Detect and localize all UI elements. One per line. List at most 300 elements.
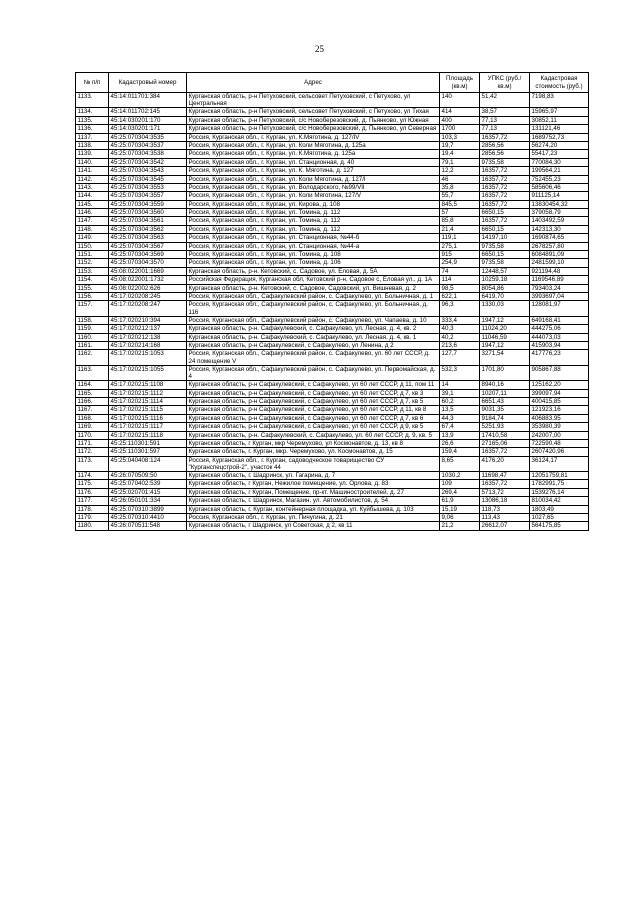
cadastral-cost-cell: 12051759,81 — [530, 472, 589, 480]
table-row — [76, 150, 589, 158]
cadastral-cost-cell: 55417,23 — [530, 150, 589, 158]
address-cell: Курганская область, р-н Сафакулевский, с Сафакулево, ул 60 лет СССР, д 11, пом 11 — [187, 381, 440, 389]
area-cell: 40,2 — [440, 333, 480, 341]
area-cell: 55,7 — [440, 192, 480, 200]
address-cell: Россия, Курганская обл., г. Курган, ул. Томина, д. 112 — [187, 217, 440, 225]
area-cell: 333,4 — [440, 316, 480, 324]
upks-cell: 5713,72 — [480, 488, 530, 496]
upks-cell: 6650,15 — [480, 251, 530, 259]
address-cell: Россия, Курганская обл., г. Курган, ул. Кирова, д. 108 — [187, 200, 440, 208]
upks-cell: 9184,74 — [480, 414, 530, 422]
table-row — [76, 325, 589, 333]
address-cell: Россия, Курганская обл., г. Курган, ул. К. Мяготина, д. 127 — [187, 167, 440, 175]
row-number-cell: 1153. — [76, 267, 109, 275]
cadastral-number-cell: 45:17:020208:245 — [109, 293, 187, 301]
row-number-cell: 1133. — [76, 93, 109, 108]
area-cell: 159,4 — [440, 448, 480, 456]
address-cell: Россия, Курганская обл., г. Курган, ул. Томина, д. 112 — [187, 225, 440, 233]
upks-cell: 5251,93 — [480, 423, 530, 431]
table-row — [76, 381, 589, 389]
area-cell: 13,9 — [440, 431, 480, 439]
cadastral-cost-cell: 444073,03 — [530, 333, 589, 341]
address-cell: Курганская область, р-н Сафакулевский, с Сафакулево, ул 60 лет СССР, д 7, кв 6 — [187, 414, 440, 422]
upks-cell: 10259,18 — [480, 276, 530, 284]
address-cell: Россия, Курганская обл., Сафакулевский район, с. Сафакулево, ул. 60 лет СССР, д. 24 помещение V — [187, 350, 440, 365]
row-number-cell: 1136. — [76, 125, 109, 133]
address-cell: Россия, Курганская обл., г. Курган, ул. Томина, д. 108 — [187, 251, 440, 259]
cadastral-number-cell: 45:25:070304:3559 — [109, 200, 187, 208]
row-number-cell: 1168. — [76, 414, 109, 422]
area-cell: 15,19 — [440, 505, 480, 513]
upks-cell: 11698,47 — [480, 472, 530, 480]
address-cell: Курганская область, р-н. Кетовский, с. Садовое, Садовский, ул. Вишневая, д. 2 — [187, 284, 440, 292]
upks-cell: 9735,58 — [480, 259, 530, 267]
row-number-cell: 1149. — [76, 234, 109, 242]
cadastral-cost-cell: 353980,39 — [530, 423, 589, 431]
cadastral-number-cell: 45:14:011701:384 — [109, 93, 187, 108]
address-cell: Курганская область, г Курган, Помещение, пр-кт. Машиностроителей, д. 27 — [187, 488, 440, 496]
upks-cell: 9031,35 — [480, 406, 530, 414]
upks-cell: 27165,06 — [480, 439, 530, 447]
table-row — [76, 234, 589, 242]
table-row — [76, 167, 589, 175]
upks-cell: 6419,70 — [480, 293, 530, 301]
area-cell: 213,6 — [440, 341, 480, 349]
table-row — [76, 423, 589, 431]
row-number-cell: 1139. — [76, 150, 109, 158]
table-row — [76, 456, 589, 471]
table-row — [76, 406, 589, 414]
cadastral-cost-cell: 142313,30 — [530, 225, 589, 233]
cadastral-number-cell: 45:25:070304:3542 — [109, 158, 187, 166]
cadastral-number-cell: 45:25:070304:3570 — [109, 259, 187, 267]
row-number-cell: 1154. — [76, 276, 109, 284]
cadastral-number-cell: 45:17:020212:137 — [109, 325, 187, 333]
cadastral-cost-cell: 1803,49 — [530, 505, 589, 513]
upks-cell: 118,73 — [480, 505, 530, 513]
row-number-cell: 1174. — [76, 472, 109, 480]
row-number-cell: 1176. — [76, 488, 109, 496]
cadastral-number-cell: 45:25:070310:3899 — [109, 505, 187, 513]
header-upks: УПКС (руб./кв.м) — [480, 73, 530, 93]
header-area: Площадь (кв.м) — [440, 73, 480, 93]
table-row — [76, 488, 589, 496]
row-number-cell: 1156. — [76, 293, 109, 301]
address-cell: Курганская область, р-н Петуховский, с/с Новоберезовский, д. Пьянково, ул Северная — [187, 125, 440, 133]
address-cell: Россия, Курганская обл., Сафакулевский район, с. Сафакулево, ул. Больничная, д. 116 — [187, 301, 440, 316]
cadastral-number-cell: 45:08:022002:626 — [109, 284, 187, 292]
address-cell: Россия, Курганская обл., г. Курган, ул. Коли Мяготина, д. 127/I — [187, 175, 440, 183]
area-cell: 254,9 — [440, 259, 480, 267]
upks-cell: 9735,58 — [480, 242, 530, 250]
address-cell: Курганская область, р-н Петуховский, сельсовет Петуховский, с Петухово, ул Тихая — [187, 108, 440, 116]
cadastral-cost-cell: 1782991,75 — [530, 480, 589, 488]
cadastral-cost-cell: 911125,14 — [530, 192, 589, 200]
upks-cell: 6651,43 — [480, 397, 530, 405]
address-cell: Курганская область, р-н. Кетовский, с. Садовое, ул. Еловая, д. 5А — [187, 267, 440, 275]
cadastral-value-table — [75, 72, 589, 531]
cadastral-cost-cell: 15965,97 — [530, 108, 589, 116]
upks-cell: 16357,72 — [480, 480, 530, 488]
table-row — [76, 276, 589, 284]
area-cell: 269,4 — [440, 488, 480, 496]
row-number-cell: 1172. — [76, 448, 109, 456]
address-cell: Курганская область, р-н Сафакулевский, с Сафакулево, ул 60 лет СССР, д 7, кв 3 — [187, 389, 440, 397]
cadastral-number-cell: 45:25:070304:3543 — [109, 167, 187, 175]
cadastral-cost-cell: 125162,20 — [530, 381, 589, 389]
area-cell: 8,65 — [440, 456, 480, 471]
upks-cell: 77,13 — [480, 125, 530, 133]
table-row — [76, 251, 589, 259]
area-cell: 21,4 — [440, 225, 480, 233]
table-row — [76, 192, 589, 200]
table-row — [76, 389, 589, 397]
upks-cell: 2856,56 — [480, 141, 530, 149]
area-cell: 19,7 — [440, 141, 480, 149]
area-cell: 79,1 — [440, 158, 480, 166]
area-cell: 61,9 — [440, 497, 480, 505]
table-row — [76, 242, 589, 250]
row-number-cell: 1138. — [76, 141, 109, 149]
cadastral-cost-cell: 722590,48 — [530, 439, 589, 447]
address-cell: Россия, Курганская обл., г. Курган, ул. Томина, д. 106 — [187, 259, 440, 267]
area-cell: 532,3 — [440, 365, 480, 380]
area-cell: 12,2 — [440, 167, 480, 175]
cadastral-number-cell: 45:25:070304:3553 — [109, 183, 187, 191]
address-cell: Курганская область, р-н. Сафакулевский, с. Сафакулево, ул. 60 лет СССР, д. 9, кв. 5 — [187, 431, 440, 439]
area-cell: 275,1 — [440, 242, 480, 250]
upks-cell: 16357,72 — [480, 200, 530, 208]
row-number-cell: 1175. — [76, 480, 109, 488]
cadastral-cost-cell: 415903,94 — [530, 341, 589, 349]
upks-cell: 8940,16 — [480, 381, 530, 389]
header-number: № п/п — [76, 73, 109, 93]
address-cell: Россия, Курганская обл., Сафакулевский район, с. Сафакулево, ул. Первомайская, д. 4 — [187, 365, 440, 380]
cadastral-number-cell: 45:25:070304:3560 — [109, 209, 187, 217]
row-number-cell: 1141. — [76, 167, 109, 175]
cadastral-number-cell: 45:25:070304:3569 — [109, 251, 187, 259]
cadastral-cost-cell: 131121,46 — [530, 125, 589, 133]
table-row — [76, 397, 589, 405]
header-cadastral-number: Кадастровый номер — [109, 73, 187, 93]
cadastral-cost-cell: 417776,23 — [530, 350, 589, 365]
table-row — [76, 365, 589, 380]
row-number-cell: 1161. — [76, 341, 109, 349]
cadastral-cost-cell: 6084891,09 — [530, 251, 589, 259]
cadastral-number-cell: 45:17:020214:168 — [109, 341, 187, 349]
upks-cell: 11024,20 — [480, 325, 530, 333]
row-number-cell: 1148. — [76, 225, 109, 233]
area-cell: 85,8 — [440, 217, 480, 225]
table-row — [76, 497, 589, 505]
table-row — [76, 414, 589, 422]
upks-cell: 77,13 — [480, 116, 530, 124]
upks-cell: 6650,15 — [480, 225, 530, 233]
row-number-cell: 1180. — [76, 522, 109, 530]
cadastral-cost-cell: 564175,85 — [530, 522, 589, 530]
address-cell: Россия, Курганская обл., г. Курган, ул. Томина, д. 112 — [187, 209, 440, 217]
cadastral-cost-cell: 585606,46 — [530, 183, 589, 191]
page-number: 25 — [315, 44, 324, 54]
area-cell: 400 — [440, 116, 480, 124]
cadastral-cost-cell: 2678257,80 — [530, 242, 589, 250]
row-number-cell: 1173. — [76, 456, 109, 471]
area-cell: 915 — [440, 251, 480, 259]
address-cell: Курганская область, г Шадринск, ул Советская, д 2, кв 11 — [187, 522, 440, 530]
table-row — [76, 158, 589, 166]
address-cell: Курганская область, г. Шадринск, Магазин, ул. Автомобилистов, д. 54 — [187, 497, 440, 505]
row-number-cell: 1167. — [76, 406, 109, 414]
row-number-cell: 1170. — [76, 431, 109, 439]
address-cell: Российская Федерация, Курганская обл, Кетовский р-н, Садовое с, Еловая ул., д. 1А — [187, 276, 440, 284]
table-row — [76, 316, 589, 324]
row-number-cell: 1162. — [76, 350, 109, 365]
cadastral-number-cell: 45:25:070304:3537 — [109, 141, 187, 149]
row-number-cell: 1157. — [76, 301, 109, 316]
cadastral-number-cell: 45:25:040408:124 — [109, 456, 187, 471]
cadastral-number-cell: 45:25:070402:539 — [109, 480, 187, 488]
address-cell: Россия, Курганская обл., г. Курган, ул. К.Мяготина, д. 127/IV — [187, 133, 440, 141]
upks-cell: 1701,80 — [480, 365, 530, 380]
area-cell: 39,1 — [440, 389, 480, 397]
upks-cell: 17410,58 — [480, 431, 530, 439]
table-row — [76, 259, 589, 267]
cadastral-number-cell: 45:25:070304:3535 — [109, 133, 187, 141]
cadastral-number-cell: 45:17:020215:1114 — [109, 397, 187, 405]
cadastral-cost-cell: 199564,21 — [530, 167, 589, 175]
upks-cell: 3271,54 — [480, 350, 530, 365]
cadastral-number-cell: 45:25:070304:3557 — [109, 192, 187, 200]
address-cell: Курганская область, р-н. Сафакулевский, с. Сафакулево, ул. Лесная, д. 4, кв. 2 — [187, 325, 440, 333]
cadastral-cost-cell: 1690874,65 — [530, 234, 589, 242]
table-row — [76, 350, 589, 365]
table-row — [76, 133, 589, 141]
address-cell: Курганская область, г. Шадринск, ул. Гагарина, д. 7 — [187, 472, 440, 480]
cadastral-cost-cell: 752455,23 — [530, 175, 589, 183]
row-number-cell: 1177. — [76, 497, 109, 505]
cadastral-number-cell: 45:26:070509:50 — [109, 472, 187, 480]
area-cell: 622,1 — [440, 293, 480, 301]
address-cell: Курганская область, г. Курган, контейнерная площадка, ул. Куйбышева, д. 103 — [187, 505, 440, 513]
table-row — [76, 93, 589, 108]
table-row — [76, 225, 589, 233]
area-cell: 35,8 — [440, 183, 480, 191]
table-row — [76, 217, 589, 225]
upks-cell: 1947,12 — [480, 341, 530, 349]
address-cell: Курганская область, г Курган, Нежилое помещение, ул. Орлова, д. 83 — [187, 480, 440, 488]
cadastral-cost-cell: 2481599,10 — [530, 259, 589, 267]
area-cell: 140 — [440, 93, 480, 108]
table-row — [76, 125, 589, 133]
cadastral-cost-cell: 13830454,32 — [530, 200, 589, 208]
upks-cell: 16357,72 — [480, 217, 530, 225]
cadastral-number-cell: 45:25:020701:415 — [109, 488, 187, 496]
cadastral-cost-cell: 242007,00 — [530, 431, 589, 439]
address-cell: Россия, Курганская обл., г. Курган, ул. К.Мяготина, д. 125а — [187, 150, 440, 158]
cadastral-cost-cell: 2607420,96 — [530, 448, 589, 456]
area-cell: 1700 — [440, 125, 480, 133]
address-cell: Курганская область, р-н Петуховский, с/с Новоберезовский, д. Пьянково, ул Южная — [187, 116, 440, 124]
area-cell: 414 — [440, 108, 480, 116]
address-cell: Россия, Курганская обл., г. Курган, ул. Станционная, д. 40 — [187, 158, 440, 166]
cadastral-number-cell: 45:26:070511:548 — [109, 522, 187, 530]
cadastral-cost-cell: 810034,42 — [530, 497, 589, 505]
area-cell: 46 — [440, 175, 480, 183]
cadastral-cost-cell: 406883,95 — [530, 414, 589, 422]
cadastral-cost-cell: 399097,94 — [530, 389, 589, 397]
address-cell: Россия, Курганская обл., Сафакулевский район, с. Сафакулево, ул. Больничная, д. 1 — [187, 293, 440, 301]
row-number-cell: 1160. — [76, 333, 109, 341]
row-number-cell: 1137. — [76, 133, 109, 141]
upks-cell: 16357,72 — [480, 167, 530, 175]
cadastral-cost-cell: 770084,30 — [530, 158, 589, 166]
upks-cell: 38,57 — [480, 108, 530, 116]
address-cell: Курганская область, р-н Сафакулевский, с Сафакулево, ул 60 лет СССР, д 7, кв 5 — [187, 397, 440, 405]
area-cell: 40,3 — [440, 325, 480, 333]
cadastral-number-cell: 45:25:110301:591 — [109, 439, 187, 447]
row-number-cell: 1179. — [76, 514, 109, 522]
cadastral-cost-cell: 1403492,59 — [530, 217, 589, 225]
cadastral-number-cell: 45:17:020210:394 — [109, 316, 187, 324]
address-cell: Россия, Курганская обл., г. Курган, ул. Володарского, №99/VII — [187, 183, 440, 191]
table-row — [76, 301, 589, 316]
row-number-cell: 1144. — [76, 192, 109, 200]
upks-cell: 10207,11 — [480, 389, 530, 397]
cadastral-number-cell: 45:17:020212:138 — [109, 333, 187, 341]
cadastral-number-cell: 45:17:020215:1053 — [109, 350, 187, 365]
area-cell: 1030,2 — [440, 472, 480, 480]
address-cell: Курганская область, р-н Сафакулевский, с Сафакулево, ул 60 лет СССР, д 11, кв 8 — [187, 406, 440, 414]
upks-cell: 113,43 — [480, 514, 530, 522]
cadastral-number-cell: 45:25:070310:4410 — [109, 514, 187, 522]
cadastral-cost-cell: 400415,85 — [530, 397, 589, 405]
address-cell: Россия, Курганская обл., г. Курган, ул. Станционная, №44-б — [187, 234, 440, 242]
upks-cell: 6650,15 — [480, 209, 530, 217]
cadastral-number-cell: 45:08:022001:1669 — [109, 267, 187, 275]
row-number-cell: 1158. — [76, 316, 109, 324]
row-number-cell: 1146. — [76, 209, 109, 217]
area-cell: 98,5 — [440, 284, 480, 292]
table-row — [76, 183, 589, 191]
address-cell: Курганская область, р-н Петуховский, сельсовет Петуховский, с Петухово, ул Центральная — [187, 93, 440, 108]
table-row — [76, 522, 589, 530]
area-cell: 127,7 — [440, 350, 480, 365]
cadastral-cost-cell: 921194,48 — [530, 267, 589, 275]
address-cell: Россия, Курганская обл., г. Курган, ул. Коли Мяготина, д. 125а — [187, 141, 440, 149]
address-cell: Россия, Курганская обл., г. Курган, ул. Коли Мяготина, 127/V — [187, 192, 440, 200]
table-row — [76, 116, 589, 124]
upks-cell: 11046,59 — [480, 333, 530, 341]
area-cell: 845,5 — [440, 200, 480, 208]
row-number-cell: 1171. — [76, 439, 109, 447]
row-number-cell: 1163. — [76, 365, 109, 380]
table-row — [76, 293, 589, 301]
address-cell: Курганская область, р-н Сафакулевский, с Сафакулево, ул Ленина, д 2 — [187, 341, 440, 349]
table-row — [76, 439, 589, 447]
cadastral-number-cell: 45:17:020215:1118 — [109, 431, 187, 439]
upks-cell: 14197,10 — [480, 234, 530, 242]
table-row — [76, 209, 589, 217]
address-cell: Россия, Курганская обл., г. Курган, садоводческое товарищество СУ "Курганспецстрой-2", участок 44 — [187, 456, 440, 471]
upks-cell: 1330,03 — [480, 301, 530, 316]
cadastral-cost-cell: 793403,24 — [530, 284, 589, 292]
cadastral-number-cell: 45:25:070304:3545 — [109, 175, 187, 183]
cadastral-number-cell: 45:25:070304:3567 — [109, 242, 187, 250]
cadastral-number-cell: 45:25:110301:597 — [109, 448, 187, 456]
cadastral-cost-cell: 56274,20 — [530, 141, 589, 149]
row-number-cell: 1145. — [76, 200, 109, 208]
header-address: Адрес — [187, 73, 440, 93]
cadastral-number-cell: 45:17:020215:1055 — [109, 365, 187, 380]
table-row — [76, 175, 589, 183]
upks-cell: 9735,58 — [480, 158, 530, 166]
cadastral-cost-cell: 7198,83 — [530, 93, 589, 108]
address-cell: Курганская область, г Курган, мкр Черемухово, ул Космонавтов, д. 13, кв 8 — [187, 439, 440, 447]
cadastral-cost-cell: 36124,17 — [530, 456, 589, 471]
cadastral-cost-cell: 3993697,04 — [530, 293, 589, 301]
table-row — [76, 505, 589, 513]
area-cell: 96,3 — [440, 301, 480, 316]
cadastral-number-cell: 45:26:050101:334 — [109, 497, 187, 505]
table-row — [76, 267, 589, 275]
area-cell: 19,4 — [440, 150, 480, 158]
table-row — [76, 200, 589, 208]
upks-cell: 8054,86 — [480, 284, 530, 292]
area-cell: 26,6 — [440, 439, 480, 447]
row-number-cell: 1134. — [76, 108, 109, 116]
cadastral-cost-cell: 649168,41 — [530, 316, 589, 324]
address-cell: Курганская область, р-н Сафакулевский, с Сафакулево, ул 60 лет СССР, д 9, кв 5 — [187, 423, 440, 431]
address-cell: Россия, Курганская обл., г. Курган, ул. Станционная, №44-а — [187, 242, 440, 250]
upks-cell: 16357,72 — [480, 448, 530, 456]
cadastral-number-cell: 45:14:030201:171 — [109, 125, 187, 133]
row-number-cell: 1155. — [76, 284, 109, 292]
table-row — [76, 448, 589, 456]
area-cell: 109 — [440, 480, 480, 488]
table-row — [76, 472, 589, 480]
cadastral-cost-cell: 444275,06 — [530, 325, 589, 333]
row-number-cell: 1143. — [76, 183, 109, 191]
area-cell: 103,3 — [440, 133, 480, 141]
area-cell: 67,4 — [440, 423, 480, 431]
cadastral-number-cell: 45:14:030201:170 — [109, 116, 187, 124]
area-cell: 9,06 — [440, 514, 480, 522]
table-row — [76, 284, 589, 292]
cadastral-number-cell: 45:17:020215:1112 — [109, 389, 187, 397]
cadastral-cost-cell: 379058,79 — [530, 209, 589, 217]
row-number-cell: 1147. — [76, 217, 109, 225]
upks-cell: 51,42 — [480, 93, 530, 108]
cadastral-number-cell: 45:25:070304:3562 — [109, 225, 187, 233]
address-cell: Россия, Курганская обл., Сафакулевский район, с. Сафакулево, ул. Чапаева, д. 10 — [187, 316, 440, 324]
table-row — [76, 141, 589, 149]
cadastral-cost-cell: 1169546,89 — [530, 276, 589, 284]
area-cell: 114 — [440, 276, 480, 284]
area-cell: 21,2 — [440, 522, 480, 530]
cadastral-cost-cell: 1539276,14 — [530, 488, 589, 496]
cadastral-cost-cell: 121923,16 — [530, 406, 589, 414]
row-number-cell: 1178. — [76, 505, 109, 513]
area-cell: 60,2 — [440, 397, 480, 405]
row-number-cell: 1140. — [76, 158, 109, 166]
cadastral-cost-cell: 1027,65 — [530, 514, 589, 522]
cadastral-number-cell: 45:17:020208:247 — [109, 301, 187, 316]
cadastral-cost-cell: 30852,11 — [530, 116, 589, 124]
upks-cell: 26612,07 — [480, 522, 530, 530]
row-number-cell: 1142. — [76, 175, 109, 183]
area-cell: 44,3 — [440, 414, 480, 422]
upks-cell: 12448,57 — [480, 267, 530, 275]
